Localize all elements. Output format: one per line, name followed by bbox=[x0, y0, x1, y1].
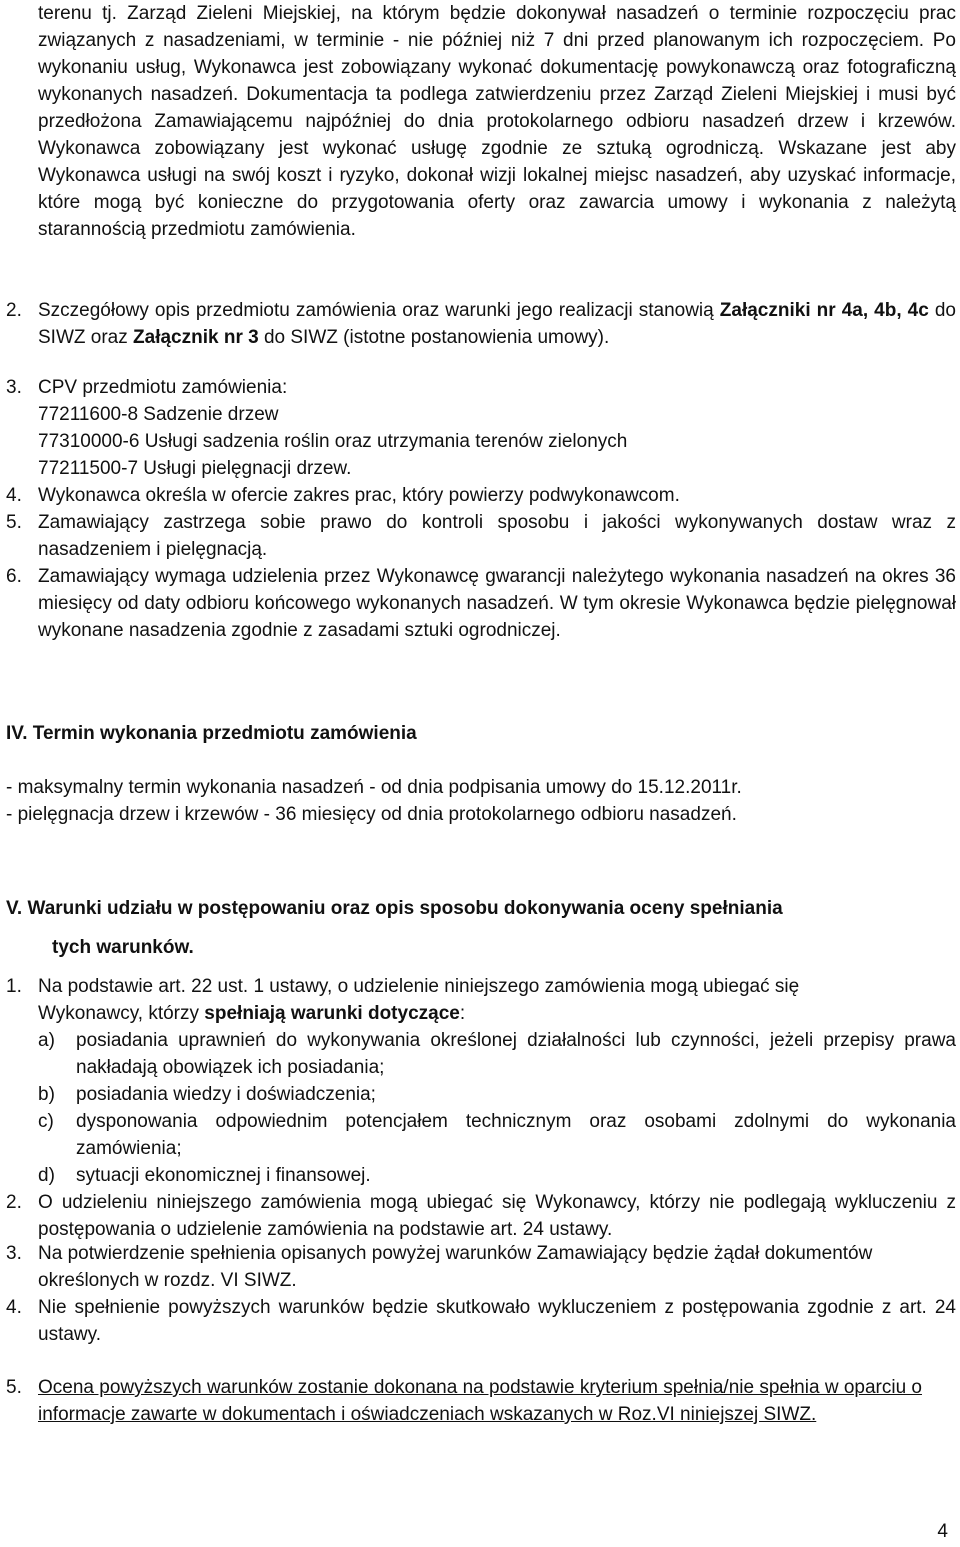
intro-paragraph: terenu tj. Zarząd Zieleni Miejskiej, na którym będzie dokonywał nasadzeń o terminie rozpoczęciu prac związanych z nasadzeniami, w terminie - nie później niż 7 dni przed planowanym ich rozpoczęciem. Po wykonaniu usług, Wykonawca jest zobowiązany wykonać dokumentację powykonawczą oraz fotograficzną wykonanych nasadzeń. Dokumentacja ta podlega zatwierdzeniu przez Zarząd Zieleni Miejskiej i musi być przedłożona Zamawiającemu najpóźniej do dnia protokolarnego odbioru nasadzeń drzew i krzewów. Wykonawca zobowiązany jest wykonać usługę zgodnie ze sztuką ogrodniczą. Wskazane jest aby Wykonawca usługi na swój koszt i ryzyko, dokonał wizji lokalnej miejsc nasadzeń, aby uzyskać informacje, które mogą być konieczne do przygotowania oferty oraz zawarcia umowy i wykonania z należytą starannością przedmiotu zamówienia. bbox=[38, 3, 956, 240]
item-number: 3. bbox=[6, 377, 22, 398]
item-5-text: Zamawiający zastrzega sobie prawo do kontroli sposobu i jakości wykonywanych dostaw wraz z nasadzeniem i pielęgnacją. bbox=[38, 512, 956, 560]
item-6-text: Zamawiający wymaga udzielenia przez Wykonawcę gwarancji należytego wykonania nasadzeń na okres 36 miesięcy od daty odbioru końcowego wykonanych nasadzeń. W tym okresie Wykonawca będzie pielęgnował wykonane nasadzenia zgodnie z zasadami sztuki ogrodniczej. bbox=[38, 566, 956, 641]
page-number: 4 bbox=[937, 1521, 948, 1542]
condition-item: d) sytuacji ekonomicznej i finansowej. bbox=[38, 1165, 371, 1186]
v-item-3-text: Na potwierdzenie spełnienia opisanych powyżej warunków Zamawiający będzie żądał dokumentów określonych w rozdz. VI SIWZ. bbox=[38, 1243, 873, 1291]
item-number: 5. bbox=[6, 512, 22, 533]
deadline-line: - maksymalny termin wykonania nasadzeń - od dnia podpisania umowy do 15.12.2011r. bbox=[6, 777, 742, 798]
conditions-emphasis: spełniają warunki dotyczące bbox=[204, 1003, 460, 1024]
v-item-5-text: Ocena powyższych warunków zostanie dokonana na podstawie kryterium spełnia/nie spełnia w oparciu o informacje zawarte w dokumentach i oświadczeniach wskazanych w Roz.VI niniejszej SIWZ. bbox=[38, 1377, 922, 1425]
cpv-code: 77211600-8 Sadzenie drzew bbox=[38, 404, 279, 425]
cpv-title: CPV przedmiotu zamówienia: bbox=[38, 377, 288, 398]
condition-item: c) dysponowania odpowiednim potencjałem technicznym oraz osobami zdolnymi do wykonania zamówienia; bbox=[38, 1111, 956, 1159]
attachments-4-ref: Załączniki nr 4a, 4b, 4c bbox=[719, 300, 929, 321]
item-number: 4. bbox=[6, 485, 22, 506]
item-number: 2. bbox=[6, 300, 22, 321]
item-number: 1. bbox=[6, 976, 22, 997]
v-item-4-text: Nie spełnienie powyższych warunków będzie skutkowało wykluczeniem z postępowania zgodnie z art. 24 ustawy. bbox=[38, 1297, 956, 1345]
item-number: 5. bbox=[6, 1377, 22, 1398]
cpv-code: 77211500-7 Usługi pielęgnacji drzew. bbox=[38, 458, 352, 479]
condition-item: a) posiadania uprawnień do wykonywania określonej działalności lub czynności, jeżeli przepisy prawa nakładają obowiązek ich posiadania; bbox=[38, 1030, 956, 1078]
conditions-lead: Na podstawie art. 22 ust. 1 ustawy, o udzielenie niniejszego zamówienia mogą ubiegać się Wykonawcy, którzy spełniają warunki dotyczące: bbox=[38, 976, 800, 1024]
section-iv-heading: IV. Termin wykonania przedmiotu zamówienia bbox=[6, 723, 417, 744]
item-number: 2. bbox=[6, 1192, 22, 1213]
attachment-3-ref: Załącznik nr 3 bbox=[133, 327, 259, 348]
item-4-text: Wykonawca określa w ofercie zakres prac, który powierzy podwykonawcom. bbox=[38, 485, 680, 506]
item-2-text: Szczegółowy opis przedmiotu zamówienia oraz warunki jego realizacji stanowią Załączniki nr 4a, 4b, 4c do SIWZ oraz Załącznik nr 3 do SIWZ (istotne postanowienia umowy). bbox=[38, 300, 956, 348]
v-item-2-text: O udzieleniu niniejszego zamówienia mogą ubiegać się Wykonawcy, którzy nie podlegają wykluczeniu z postępowania o udzielenie zamówienia na podstawie art. 24 ustawy. bbox=[38, 1192, 956, 1240]
item-number: 6. bbox=[6, 566, 22, 587]
item-number: 4. bbox=[6, 1297, 22, 1318]
section-v-heading-cont: tych warunków. bbox=[52, 937, 194, 958]
item-number: 3. bbox=[6, 1243, 22, 1264]
cpv-code: 77310000-6 Usługi sadzenia roślin oraz utrzymania terenów zielonych bbox=[38, 431, 628, 452]
condition-item: b) posiadania wiedzy i doświadczenia; bbox=[38, 1084, 376, 1105]
deadline-line: - pielęgnacja drzew i krzewów - 36 miesięcy od dnia protokolarnego odbioru nasadzeń. bbox=[6, 804, 737, 825]
section-v-heading: V. Warunki udziału w postępowaniu oraz opis sposobu dokonywania oceny spełniania bbox=[6, 898, 783, 919]
